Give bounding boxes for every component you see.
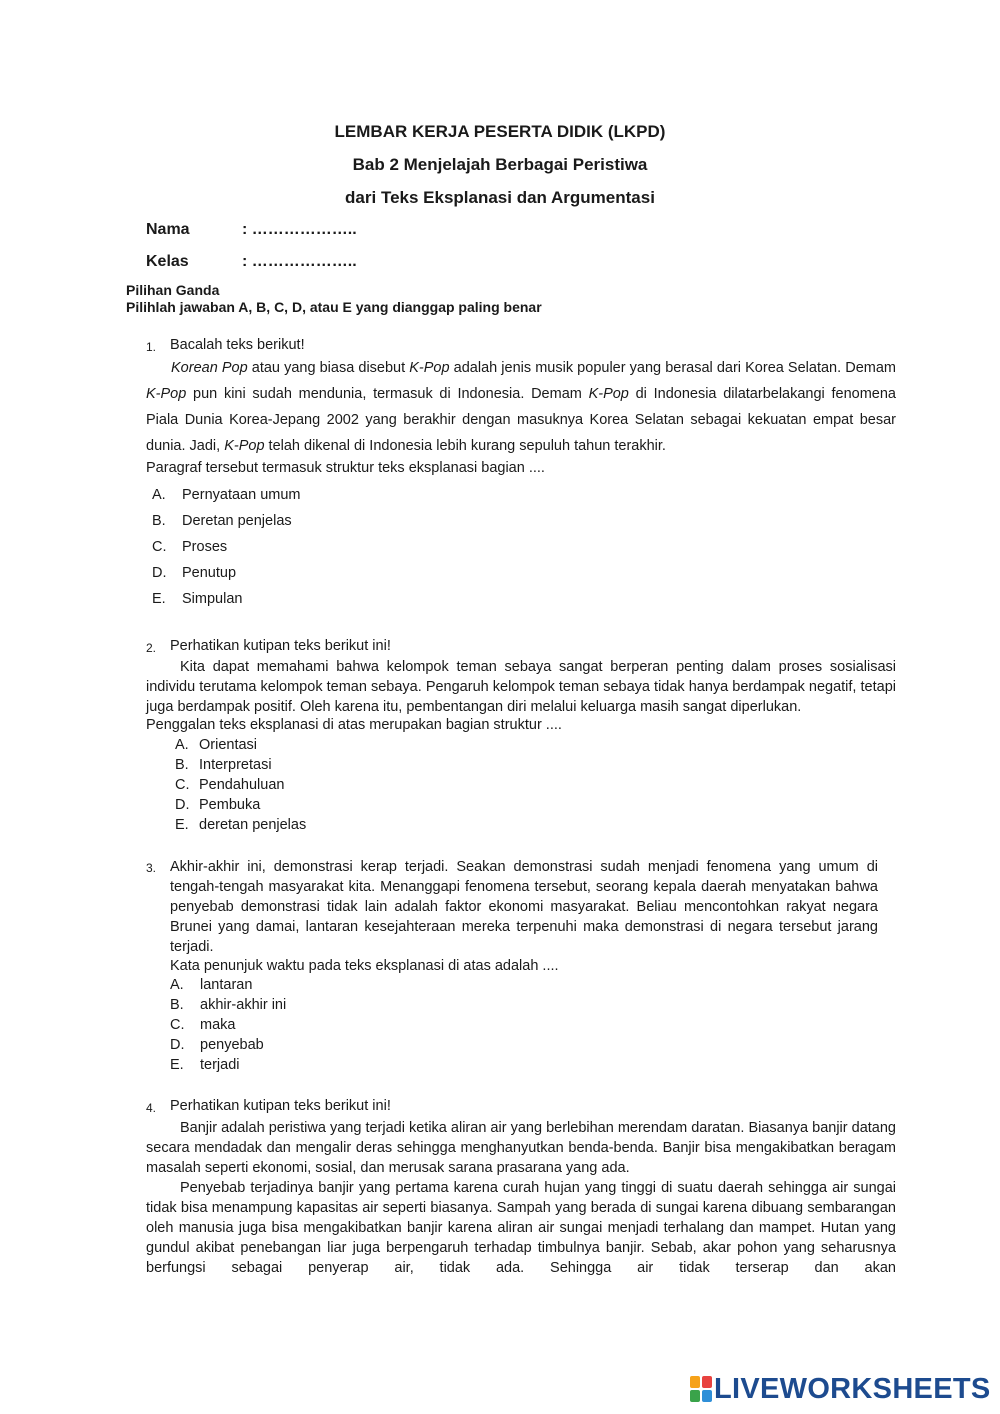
section-title: Pilihan Ganda — [126, 282, 220, 298]
chapter-title: Bab 2 Menjelajah Berbagai Peristiwa — [352, 155, 648, 174]
option-text: Pernyataan umum — [182, 487, 301, 503]
question-1-option-b[interactable] — [152, 513, 292, 529]
question-2-passage: Kita dapat memahami bahwa kelompok teman sebaya sangat berperan penting dalam proses sosialisasi individu terutama kelompok teman sebaya. Pengaruh kelompok teman sebaya tidak hanya berdampak negatif, tetapi juga berdampak positif. Oleh karena itu, pembentangan diri melalui keluarga masih sangat diperlukan. — [146, 659, 896, 715]
passage-segment: K-Pop — [224, 438, 265, 454]
option-letter: B. — [175, 757, 189, 773]
section-header — [126, 282, 542, 316]
option-text: Simpulan — [182, 591, 243, 607]
question-1-prompt: Paragraf tersebut termasuk struktur teks eksplanasi bagian .... — [146, 460, 545, 476]
passage-segment: telah dikenal di Indonesia lebih kurang sepuluh tahun terakhir. — [264, 438, 666, 454]
liveworksheets-logo — [690, 1372, 991, 1406]
option-letter: E. — [175, 817, 189, 833]
class-field[interactable]: : ……………….. — [242, 253, 357, 270]
option-text: Proses — [182, 539, 228, 555]
passage-segment: K-Pop — [409, 360, 450, 376]
mark-block-4 — [702, 1390, 712, 1402]
option-letter: C. — [152, 539, 167, 555]
option-letter: C. — [175, 777, 190, 793]
option-letter: D. — [152, 565, 167, 581]
liveworksheets-wordmark: LIVEWORKSHEETS — [714, 1372, 991, 1405]
question-1-number: 1. — [146, 340, 157, 354]
question-2-option-d[interactable] — [175, 797, 260, 813]
option-text: deretan penjelas — [199, 817, 307, 833]
mark-block-2 — [702, 1376, 712, 1388]
question-3-option-b[interactable] — [170, 997, 286, 1013]
option-text: Interpretasi — [199, 757, 272, 773]
question-2-intro: Perhatikan kutipan teks berikut ini! — [170, 638, 391, 654]
question-2-number: 2. — [146, 641, 157, 655]
worksheet-title: LEMBAR KERJA PESERTA DIDIK (LKPD) — [334, 122, 666, 141]
option-text: Orientasi — [199, 737, 258, 753]
option-text: penyebab — [200, 1037, 264, 1053]
section-instruction: Pilihlah jawaban A, B, C, D, atau E yang dianggap paling benar — [126, 299, 542, 315]
question-3-option-c[interactable] — [170, 1017, 235, 1033]
question-3-number: 3. — [146, 861, 157, 875]
passage-segment: Korean Pop — [171, 360, 248, 376]
question-4-paragraph-1: Banjir adalah peristiwa yang terjadi ketika aliran air yang berlebihan merendam daratan. Biasanya banjir datang secara mendadak dan mengalir deras sehingga menghanyutkan benda-benda. Banjir bisa mengakibatkan beragam masalah seperti ekonomi, sosial, dan merusak sarana prasarana yang ada. — [146, 1120, 896, 1176]
question-1-option-e[interactable] — [152, 591, 242, 607]
passage-segment: pun kini sudah mendunia, termasuk di Indonesia. Demam — [186, 386, 589, 402]
option-letter: B. — [170, 997, 184, 1013]
question-3-option-e[interactable] — [170, 1057, 240, 1073]
option-letter: E. — [152, 591, 166, 607]
option-text: Pembuka — [199, 797, 261, 813]
question-3-prompt: Kata penunjuk waktu pada teks eksplanasi di atas adalah .... — [170, 958, 559, 974]
question-1-option-d[interactable] — [152, 565, 236, 581]
option-letter: A. — [170, 977, 184, 993]
option-text: Pendahuluan — [199, 777, 285, 793]
passage-segment: adalah jenis musik populer yang berasal dari Korea Selatan. Demam — [449, 360, 896, 376]
class-label: Kelas — [146, 253, 189, 270]
class-row — [146, 253, 357, 271]
question-1-intro: Bacalah teks berikut! — [170, 337, 305, 353]
question-1-option-c[interactable] — [152, 539, 227, 555]
passage-segment: di Indonesia dilatarbelakangi fenomena Piala Dunia Korea-Jepang 2002 yang berakhir dengan masuknya Korea Selatan sebagai kekuatan empat besar dunia. Jadi, — [146, 386, 896, 454]
option-text: lantaran — [200, 977, 253, 993]
passage-segment: K-Pop — [146, 386, 187, 402]
question-1-option-a[interactable] — [152, 487, 300, 503]
option-letter: A. — [152, 487, 166, 503]
mark-block-3 — [690, 1390, 700, 1402]
question-3-passage: Akhir-akhir ini, demonstrasi kerap terjadi. Seakan demonstrasi sudah menjadi fenomena yang umum di tengah-tengah masyarakat kita. Menanggapi fenomena tersebut, seorang kepala daerah menyatakan bahwa penyebab demonstrasi tidak lain adalah faktor ekonomi masyarakat. Beliau mencontohkan rakyat negara Brunei yang damai, lantaran kesejahteraan mereka terpenuhi maka demonstrasi di negara tersebut jarang terjadi. — [170, 859, 878, 955]
name-row — [146, 221, 357, 239]
option-letter: A. — [175, 737, 189, 753]
option-text: Deretan penjelas — [182, 513, 292, 529]
question-4-paragraph-2: Penyebab terjadinya banjir yang pertama karena curah hujan yang tinggi di suatu daerah sehingga air sungai tidak bisa menampung kapasitas air seperti biasanya. Sampah yang berada di sungai karena dibuang sembarangan oleh manusia juga bisa mengakibatkan banjir karena aliran air sungai menjadi terhalang dan mampet. Hutan yang gundul akibat penebangan liar juga berpengaruh terhadap timbulnya banjir. Sebab, akar pohon yang seharusnya berfungsi sebagai penyerap air, tidak ada. Sehingga air tidak terserap dan akan — [146, 1180, 896, 1276]
question-2-option-b[interactable] — [175, 757, 272, 773]
question-2-prompt: Penggalan teks eksplanasi di atas merupakan bagian struktur .... — [146, 717, 562, 733]
passage-segment: K-Pop — [588, 386, 629, 402]
option-text: terjadi — [200, 1057, 240, 1073]
chapter-subtitle: dari Teks Eksplanasi dan Argumentasi — [345, 188, 655, 207]
option-letter: D. — [175, 797, 190, 813]
question-2-option-e[interactable] — [175, 817, 306, 833]
question-4-number: 4. — [146, 1101, 157, 1115]
option-letter: D. — [170, 1037, 185, 1053]
option-letter: B. — [152, 513, 166, 529]
name-label: Nama — [146, 221, 190, 238]
question-1-passage — [146, 355, 896, 459]
name-field[interactable]: : ……………….. — [242, 221, 357, 238]
question-3-option-d[interactable] — [170, 1037, 264, 1053]
mark-block-1 — [690, 1376, 700, 1388]
option-letter: C. — [170, 1017, 185, 1033]
liveworksheets-mark-icon — [690, 1376, 712, 1402]
question-2-option-a[interactable] — [175, 737, 257, 753]
option-text: Penutup — [182, 565, 237, 581]
option-letter: E. — [170, 1057, 184, 1073]
question-3-option-a[interactable] — [170, 977, 252, 993]
question-2-option-c[interactable] — [175, 777, 284, 793]
option-text: maka — [200, 1017, 236, 1033]
option-text: akhir-akhir ini — [200, 997, 287, 1013]
passage-segment: atau yang biasa disebut — [247, 360, 410, 376]
question-4-intro: Perhatikan kutipan teks berikut ini! — [170, 1098, 391, 1114]
